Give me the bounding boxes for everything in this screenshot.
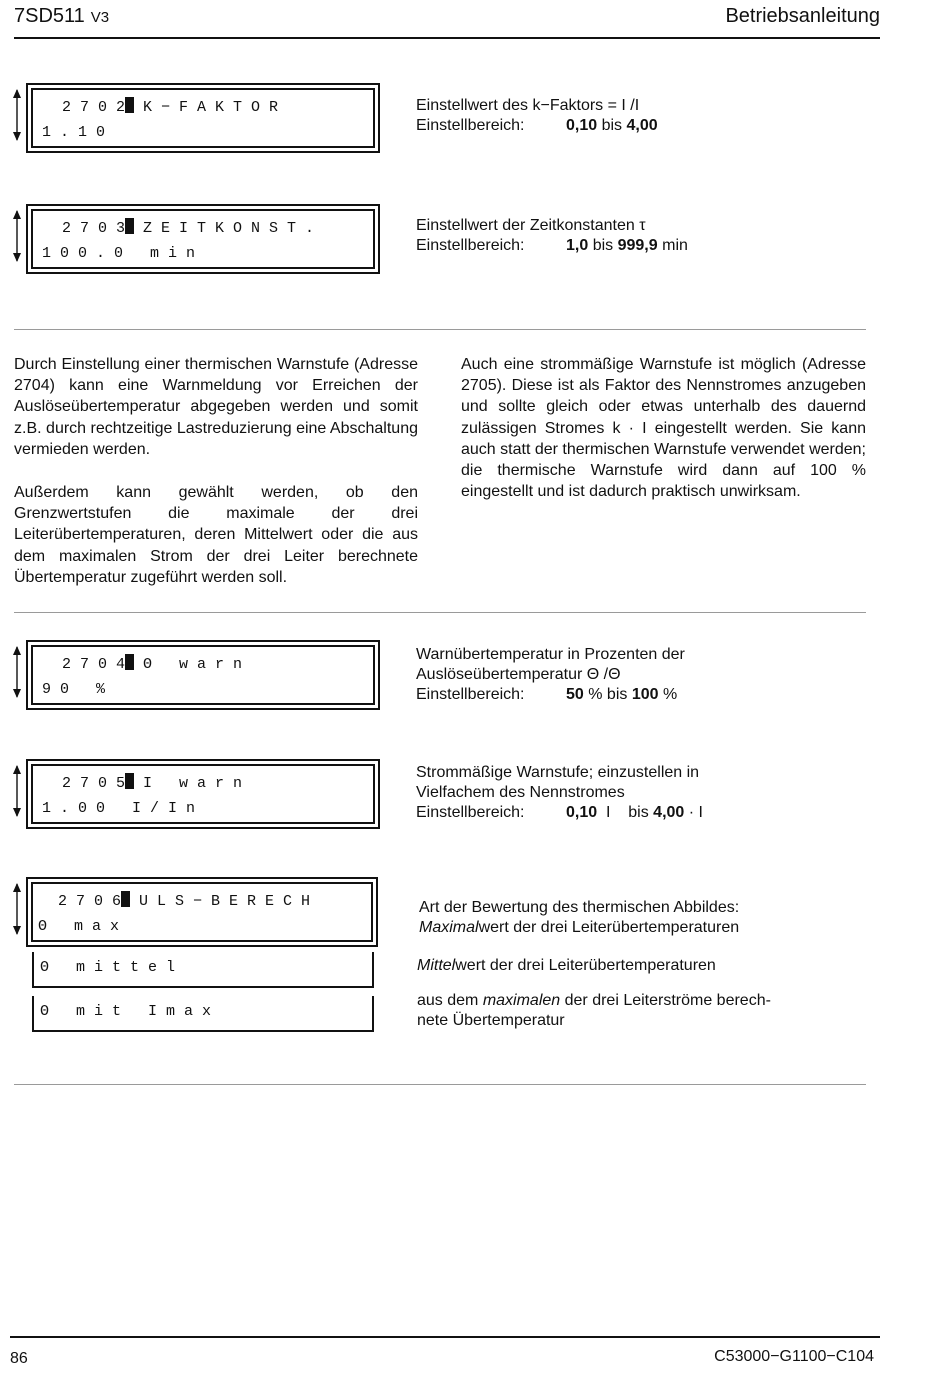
paragraph: Außerdem kann gewählt werden, ob den Grenzwertstufen die maximale der drei Leiterübertemperaturen, deren Mittelwert oder die aus dem maximalen Strom der drei Leiter berechnete Übertemperatur zugeführt werden soll. bbox=[14, 484, 418, 586]
model-label: 7SD511 bbox=[14, 5, 85, 27]
document-number: C53000−G1100−C104 bbox=[714, 1348, 874, 1365]
description-text: Art der Bewertung des thermischen Abbildes: bbox=[419, 899, 740, 916]
lcd-parameter-name: K − F A K T O R bbox=[143, 99, 279, 116]
lcd-display-2702 bbox=[26, 83, 380, 153]
lcd-address: 2 7 0 4 bbox=[62, 656, 126, 673]
description-2706 bbox=[419, 898, 739, 938]
description-2703 bbox=[416, 216, 688, 256]
description-2705 bbox=[416, 763, 703, 823]
lcd-address: 2 7 0 3 bbox=[62, 220, 126, 237]
paragraph: Durch Einstellung einer thermischen Warnstufe (Adresse 2704) kann eine Warnmeldung vor Erreichen der Auslöseübertemperatur abgegeben werden und somit z.B. durch rechtzeitige Lastreduzierung eine Abschaltung vermieden werden. bbox=[14, 356, 418, 458]
lcd-parameter-name: U L S − B E R E C H bbox=[139, 893, 311, 910]
section-divider bbox=[14, 329, 866, 330]
description-text: Einstellwert des k−Faktors = I /I bbox=[416, 97, 640, 114]
lcd-display-2705 bbox=[26, 759, 380, 829]
lcd-display-2703 bbox=[26, 204, 380, 274]
text-column-left bbox=[14, 354, 418, 610]
lcd-value-line: Θ m a x bbox=[38, 918, 120, 935]
range-line: Einstellbereich: 0,10 bis 4,00 bbox=[416, 117, 658, 134]
range-line: Einstellbereich: 1,0 bis 999,9 min bbox=[416, 237, 688, 254]
document-model bbox=[14, 5, 109, 28]
version-label: V3 bbox=[90, 9, 110, 26]
description-text: Warnübertemperatur in Prozenten der bbox=[416, 646, 685, 663]
description-text: Einstellwert der Zeitkonstanten τ bbox=[416, 217, 646, 234]
scroll-arrows-icon bbox=[12, 209, 22, 263]
cursor-block bbox=[125, 97, 134, 113]
description-2704 bbox=[416, 645, 685, 705]
option-box-mittel bbox=[32, 952, 374, 988]
cursor-block bbox=[121, 891, 130, 907]
lcd-display-2706 bbox=[26, 877, 378, 947]
lcd-title-line bbox=[62, 773, 242, 792]
footer-rule bbox=[10, 1336, 880, 1338]
description-text: Auslöseübertemperatur Θ /Θ bbox=[416, 666, 621, 683]
page-number: 86 bbox=[10, 1350, 28, 1367]
lcd-value-line: 9 0 % bbox=[42, 681, 106, 698]
lcd-value-line: 1 . 1 0 bbox=[42, 124, 106, 141]
lcd-address: 2 7 0 2 bbox=[62, 99, 126, 116]
lcd-display-2704 bbox=[26, 640, 380, 710]
range-line: Einstellbereich: 50 % bis 100 % bbox=[416, 686, 678, 703]
paragraph: Auch eine strommäßige Warnstufe ist möglich (Adresse 2705). Diese ist als Faktor des Nennstromes anzugeben und sollte gleich oder etwas unterhalb des dauernd zulässigen Stromes k · I eingestellt werden. Sie kann auch statt der thermischen Warnstufe verwendet werden; die thermische Warnstufe wird dann auf 100 % eingestellt und ist dadurch praktisch unwirksam. bbox=[461, 356, 866, 501]
lcd-parameter-name: Θ w a r n bbox=[143, 656, 243, 673]
lcd-title-line bbox=[62, 97, 278, 116]
document-title: Betriebsanleitung bbox=[725, 5, 880, 27]
description-text: Strommäßige Warnstufe; einzustellen in bbox=[416, 764, 700, 781]
scroll-arrows-icon bbox=[12, 882, 22, 936]
option-box-mit-imax bbox=[32, 996, 374, 1032]
description-2702 bbox=[416, 96, 658, 136]
option-value: Θ m i t I m a x bbox=[40, 1003, 212, 1020]
cursor-block bbox=[125, 773, 134, 789]
section-divider bbox=[14, 612, 866, 613]
option-value: Θ m i t t e l bbox=[40, 959, 176, 976]
text-column-right bbox=[461, 354, 866, 524]
lcd-address: 2 7 0 5 bbox=[62, 775, 126, 792]
lcd-address: 2 7 0 6 bbox=[58, 893, 122, 910]
lcd-value-line: 1 0 0 . 0 m i n bbox=[42, 245, 196, 262]
option-description-mit-imax: aus dem maximalen der drei Leiterströme berech- nete Übertemperatur bbox=[417, 992, 771, 1029]
lcd-title-line bbox=[58, 891, 310, 910]
section-divider bbox=[14, 1084, 866, 1085]
scroll-arrows-icon bbox=[12, 764, 22, 818]
lcd-parameter-name: I w a r n bbox=[143, 775, 243, 792]
lcd-title-line bbox=[62, 654, 242, 673]
cursor-block bbox=[125, 218, 134, 234]
lcd-parameter-name: Z E I T K O N S T . bbox=[143, 220, 315, 237]
header-rule bbox=[14, 37, 880, 39]
scroll-arrows-icon bbox=[12, 645, 22, 699]
description-text: Maximalwert der drei Leiterübertemperaturen bbox=[419, 919, 740, 936]
description-text: Vielfachem des Nennstromes bbox=[416, 784, 625, 801]
lcd-value-line: 1 . 0 0 I / I n bbox=[42, 800, 196, 817]
option-description-mittel: Mittelwert der drei Leiterübertemperaturen bbox=[417, 957, 716, 974]
range-line: Einstellbereich: 0,10 I bis 4,00 · I bbox=[416, 804, 703, 821]
cursor-block bbox=[125, 654, 134, 670]
scroll-arrows-icon bbox=[12, 88, 22, 142]
lcd-title-line bbox=[62, 218, 314, 237]
